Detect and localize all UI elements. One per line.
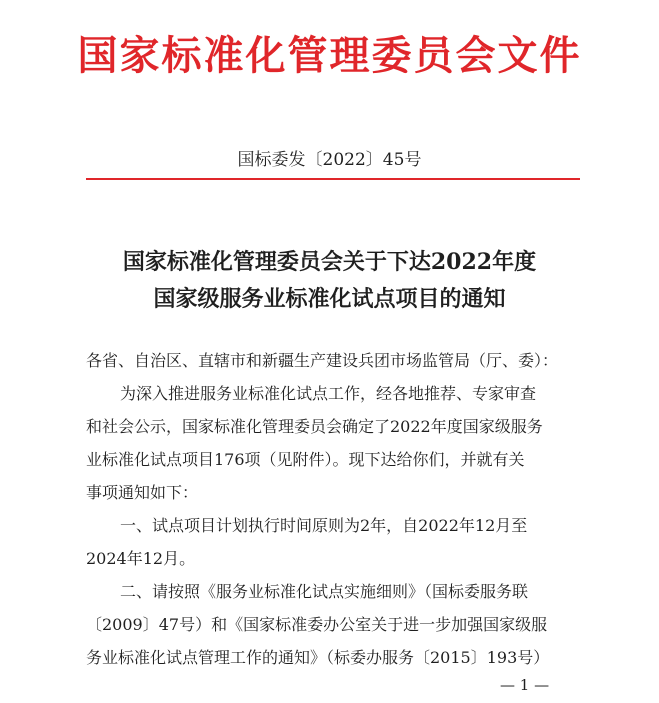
paragraph-line: 一、试点项目计划执行时间原则为2年，自2022年12月至 — [120, 516, 528, 535]
paragraph-line: 为深入推进服务业标准化试点工作，经各地推荐、专家审查 — [120, 384, 537, 403]
paragraph-line: 二、请按照《服务业标准化试点实施细则》（国标委服务联 — [120, 582, 529, 601]
paragraph-line: 2024年12月。 — [86, 549, 196, 568]
paragraph-line: 和社会公示，国家标准化管理委员会确定了2022年度国家级服务 — [86, 417, 543, 436]
document-header-title: 国家标准化管理委员会文件 — [77, 32, 582, 79]
paragraph-line: 务业标准化试点管理工作的通知》（标委办服务〔2015〕193号） — [86, 648, 550, 667]
notice-title-line-2: 国家级服务业标准化试点项目的通知 — [153, 286, 506, 312]
notice-title-line-1: 国家标准化管理委员会关于下达2022年度 — [122, 249, 537, 275]
salutation: 各省、自治区、直辖市和新疆生产建设兵团市场监管局（厅、委）： — [86, 351, 559, 370]
page-number: — 1 — — [500, 676, 550, 694]
paragraph-line: 业标准化试点项目176项（见附件）。现下达给你们，并就有关 — [86, 450, 525, 469]
red-divider-line — [86, 178, 580, 180]
document-number: 国标委发〔2022〕45号 — [237, 150, 422, 170]
paragraph-line: 〔2009〕47号）和《国家标准委办公室关于进一步加强国家级服 — [86, 615, 548, 634]
paragraph-line: 事项通知如下： — [86, 483, 199, 502]
